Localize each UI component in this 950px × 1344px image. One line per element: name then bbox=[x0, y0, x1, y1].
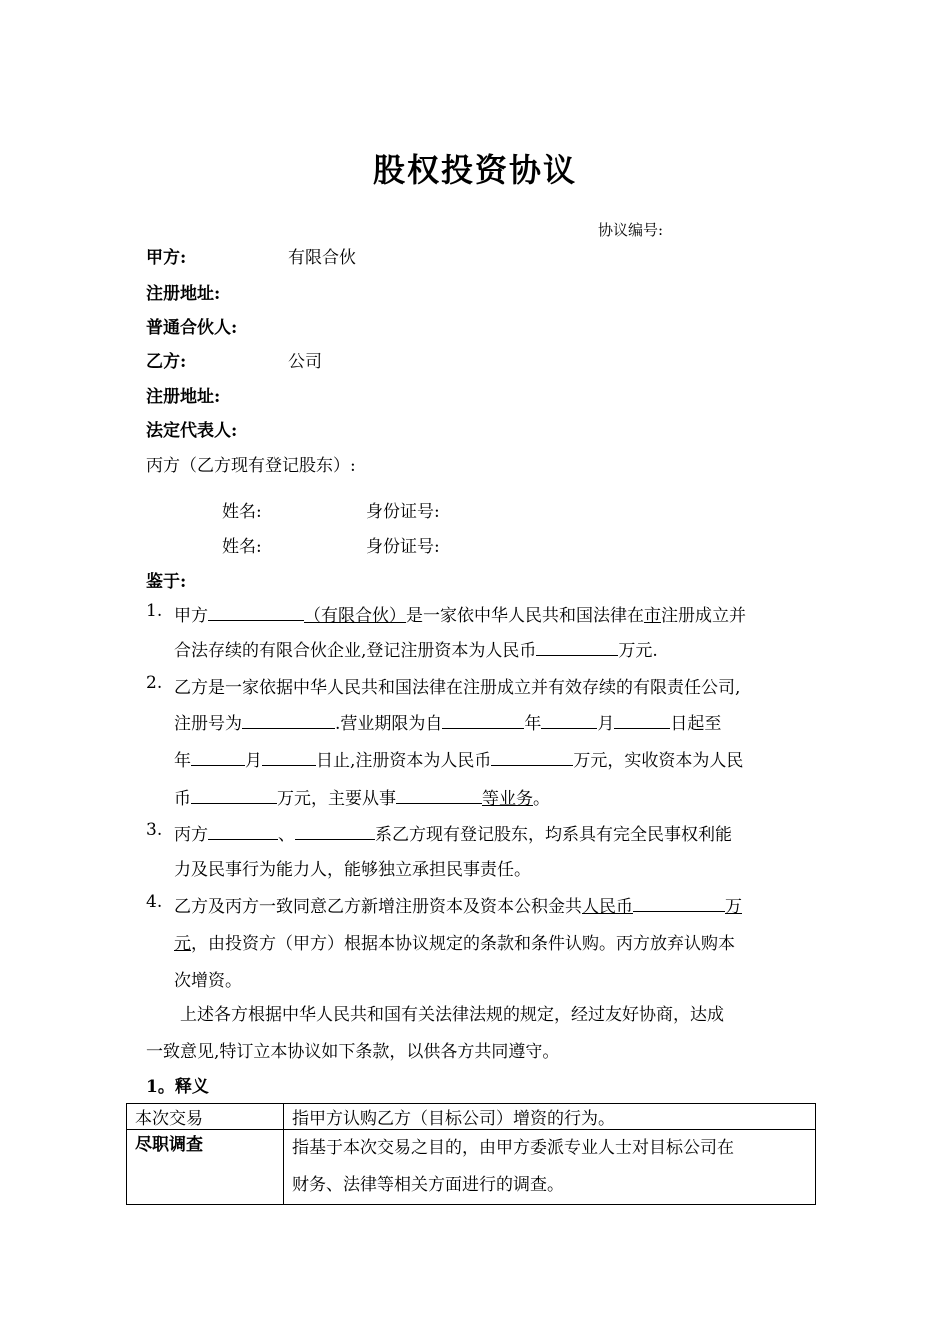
party-c-name-label-1: 姓名: bbox=[222, 502, 262, 522]
summary-line-1: 上述各方根据中华人民共和国有关法律法规的规定，经过友好协商，达成 bbox=[180, 1005, 724, 1025]
definition-text: 指甲方认购乙方（目标公司）增资的行为。 bbox=[284, 1104, 816, 1130]
whereas-label: 鉴于: bbox=[146, 572, 187, 592]
page-title: 股权投资协议 bbox=[372, 151, 577, 189]
party-c-id-label-2: 身份证号: bbox=[366, 537, 440, 557]
clause-1-number: 1. bbox=[146, 601, 163, 621]
clause-1-line-2: 合法存续的有限合伙企业,登记注册资本为人民币 万元. bbox=[174, 636, 658, 661]
clause-3-line-1: 丙方 、 系乙方现有登记股东，均系具有完全民事权利能 bbox=[174, 820, 732, 845]
party-a-address-label: 注册地址: bbox=[146, 284, 221, 304]
clause-2-number: 2. bbox=[146, 673, 163, 693]
clause-2-line-3: 年 月 日止,注册资本为人民币 万元，实收资本为人民 bbox=[174, 746, 743, 771]
clause-3-number: 3. bbox=[146, 820, 163, 840]
party-b-label: 乙方: bbox=[146, 352, 187, 372]
party-b-value: 公司 bbox=[288, 352, 322, 372]
party-c-label: 丙方（乙方现有登记股东）: bbox=[146, 456, 356, 476]
party-c-id-label-1: 身份证号: bbox=[366, 502, 440, 522]
definition-text: 指基于本次交易之目的，由甲方委派专业人士对目标公司在 财务、法律等相关方面进行的调查。 bbox=[284, 1130, 816, 1205]
clause-2-line-2: 注册号为 .营业期限为自 年 月 日起至 bbox=[174, 709, 721, 734]
definitions-table bbox=[126, 1103, 816, 1205]
table-row bbox=[127, 1104, 816, 1130]
section-1-title: 1。释义 bbox=[146, 1077, 209, 1097]
clause-4-line-2: 元，由投资方（甲方）根据本协议规定的条款和条件认购。丙方放弃认购本 bbox=[174, 934, 735, 954]
clause-2-line-1: 乙方是一家依据中华人民共和国法律在注册成立并有效存续的有限责任公司, bbox=[174, 678, 741, 698]
party-c-name-label-2: 姓名: bbox=[222, 537, 262, 557]
party-b-rep-label: 法定代表人: bbox=[146, 421, 238, 441]
clause-2-line-4: 币 万元，主要从事 等业务。 bbox=[174, 784, 550, 809]
party-a-label: 甲方: bbox=[146, 248, 187, 268]
clause-4-line-3: 次增资。 bbox=[174, 971, 242, 991]
agreement-number-label: 协议编号: bbox=[598, 221, 664, 239]
party-a-gp-label: 普通合伙人: bbox=[146, 318, 238, 338]
clause-4-number: 4. bbox=[146, 892, 163, 912]
clause-4-line-1: 乙方及丙方一致同意乙方新增注册资本及资本公积金共人民币 万 bbox=[174, 892, 742, 917]
definition-term: 本次交易 bbox=[127, 1104, 284, 1130]
definition-term: 尽职调查 bbox=[127, 1130, 284, 1205]
summary-line-2: 一致意见,特订立本协议如下条款，以供各方共同遵守。 bbox=[146, 1042, 560, 1062]
clause-3-line-2: 力及民事行为能力人，能够独立承担民事责任。 bbox=[174, 860, 531, 880]
party-a-value: 有限合伙 bbox=[288, 248, 356, 268]
clause-1-line-1: 甲方 （有限合伙）是一家依中华人民共和国法律在市注册成立并 bbox=[174, 601, 746, 626]
party-b-address-label: 注册地址: bbox=[146, 387, 221, 407]
table-row bbox=[127, 1130, 816, 1205]
